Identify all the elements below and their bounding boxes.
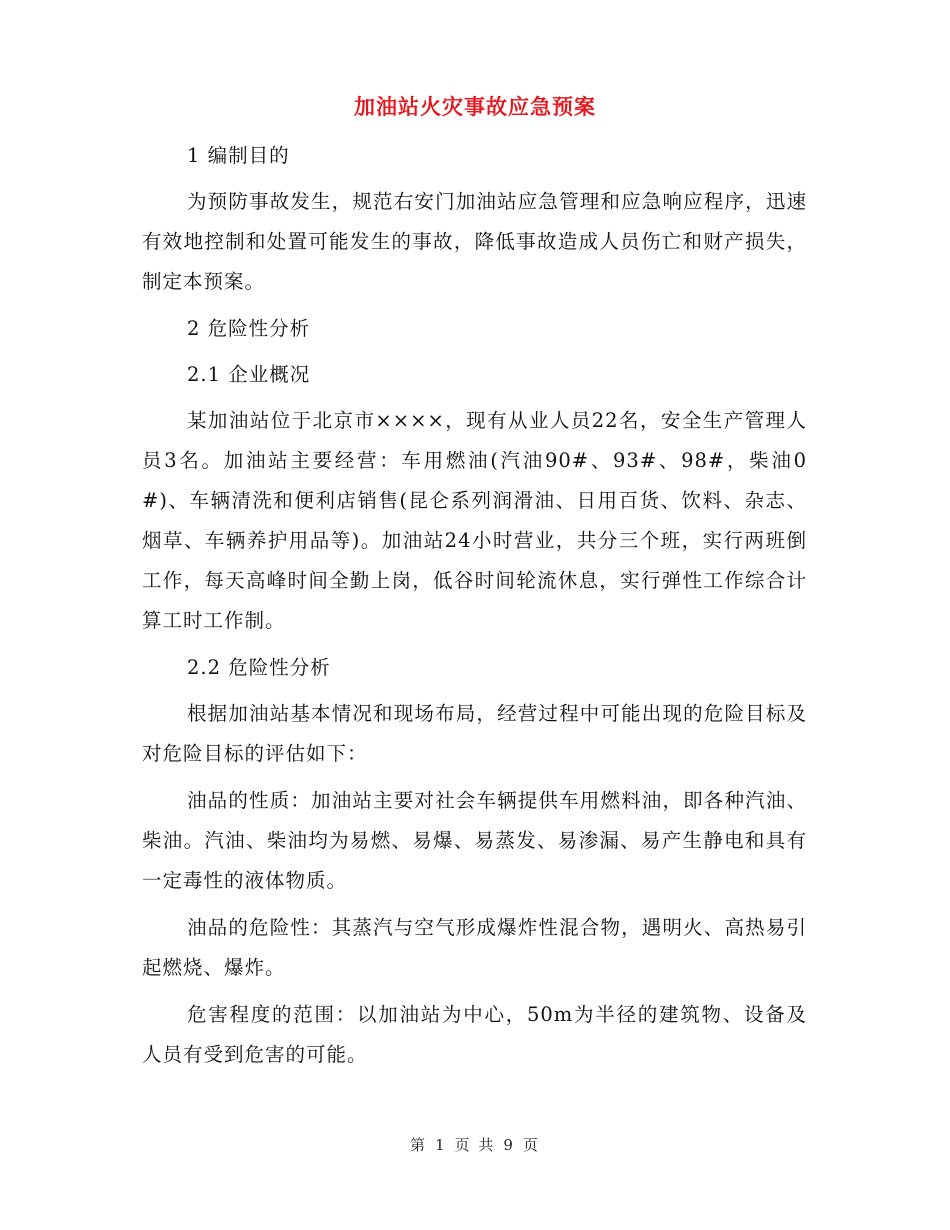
paragraph-oil-hazards: 油品的危险性：其蒸汽与空气形成爆炸性混合物，遇明火、高热易引起燃烧、爆炸。 bbox=[142, 916, 807, 979]
section-heading-1: 1 编制目的 bbox=[187, 144, 290, 167]
footer-page-prefix: 第 bbox=[410, 1136, 428, 1154]
document-body bbox=[142, 136, 807, 1082]
paragraph-hazard-range: 危害程度的范围：以加油站为中心，50m为半径的建筑物、设备及人员有受到危害的可能。 bbox=[142, 1003, 807, 1066]
paragraph-company-overview: 某加油站位于北京市××××，现有从业人员22名，安全生产管理人员3名。加油站主要经营：车用燃油(汽油90#、93#、98#，柴油0#)、车辆清洗和便利店销售(昆仑系列润滑油、日用百货、饮料、杂志、烟草、车辆养护用品等)。加油站24小时营业，共分三个班，实行两班倒工作，每天高峰时间全勤上岗，低谷时间轮流休息，实行弹性工作综合计算工时工作制。 bbox=[142, 409, 807, 632]
footer-page-mid: 页 共 bbox=[454, 1136, 496, 1154]
page-footer bbox=[0, 1133, 950, 1157]
footer-page-number: 1 bbox=[435, 1136, 447, 1154]
paragraph-hazard-intro: 根据加油站基本情况和现场布局，经营过程中可能出现的危险目标及对危险目标的评估如下： bbox=[142, 702, 807, 765]
footer-page-suffix: 页 bbox=[522, 1136, 540, 1154]
document-title: 加油站火灾事故应急预案 bbox=[354, 94, 596, 119]
section-heading-2: 2 危险性分析 bbox=[187, 317, 311, 340]
paragraph-purpose: 为预防事故发生，规范右安门加油站应急管理和应急响应程序，迅速有效地控制和处置可能发生的事故，降低事故造成人员伤亡和财产损失，制定本预案。 bbox=[142, 190, 807, 293]
footer-page-total: 9 bbox=[503, 1136, 515, 1154]
section-heading-2-2: 2.2 危险性分析 bbox=[187, 656, 331, 679]
section-heading-2-1: 2.1 企业概况 bbox=[187, 363, 311, 386]
paragraph-oil-properties: 油品的性质：加油站主要对社会车辆提供车用燃料油，即各种汽油、柴油。汽油、柴油均为易燃、易爆、易蒸发、易渗漏、易产生静电和具有一定毒性的液体物质。 bbox=[142, 789, 807, 892]
